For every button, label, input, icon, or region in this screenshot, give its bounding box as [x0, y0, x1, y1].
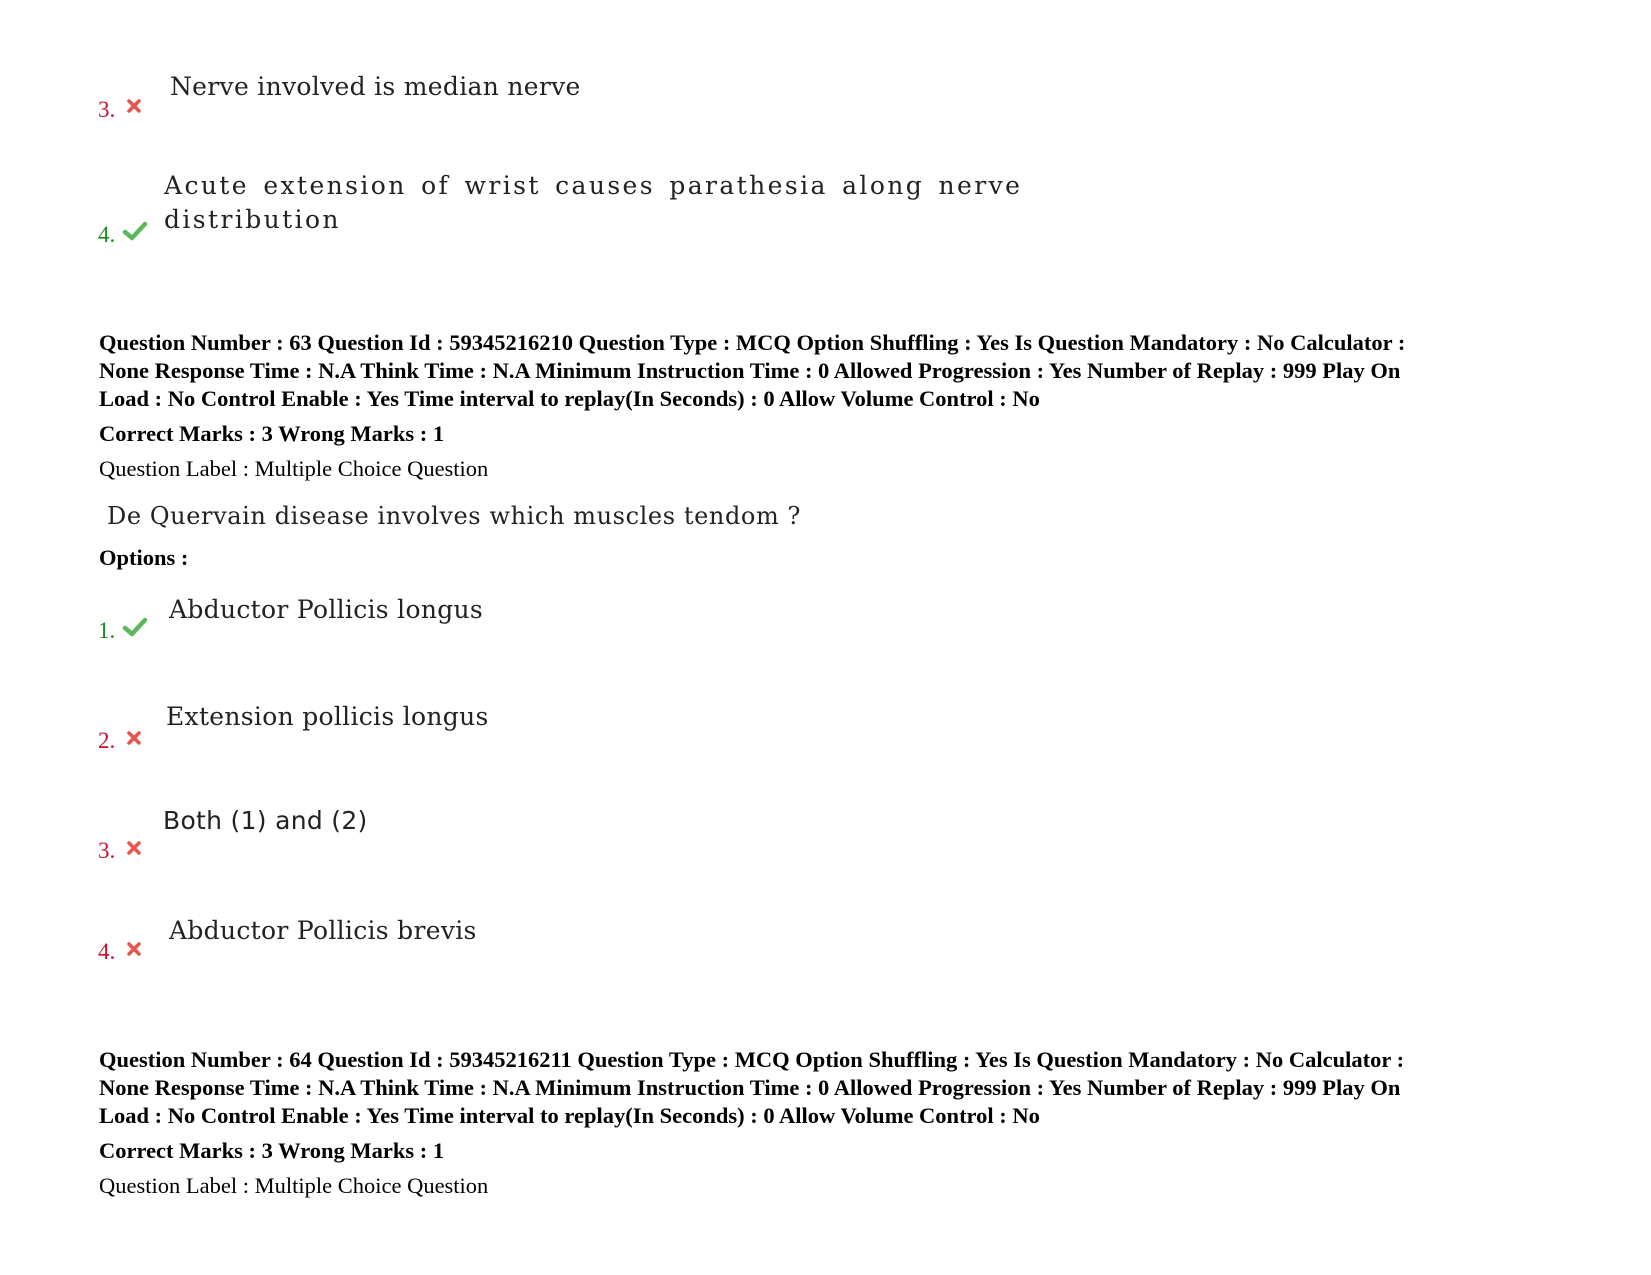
- option-text: Abductor Pollicis brevis: [169, 916, 477, 945]
- marks-info: Correct Marks : 3 Wrong Marks : 1: [99, 421, 445, 446]
- cross-icon: [126, 730, 142, 746]
- cross-icon: [126, 941, 142, 957]
- option-text-line: distribution: [164, 205, 341, 234]
- option-text: [164, 169, 1022, 237]
- question-meta: [99, 329, 1569, 413]
- question-label: Question Label : Multiple Choice Question: [99, 456, 489, 481]
- option-number: 4.: [98, 222, 116, 247]
- marks-info: Correct Marks : 3 Wrong Marks : 1: [99, 1138, 445, 1163]
- cross-icon: [126, 840, 142, 856]
- options-heading: Options :: [99, 545, 189, 570]
- question-text: De Quervain disease involves which muscles tendom ?: [107, 502, 802, 530]
- check-icon: [122, 220, 148, 242]
- meta-line: Question Number : 64 Question Id : 59345216211 Question Type : MCQ Option Shuffling : Yes Is Question Mandatory : No Calculator :: [99, 1047, 1405, 1072]
- question-label: Question Label : Multiple Choice Question: [99, 1173, 489, 1198]
- meta-line: None Response Time : N.A Think Time : N.A Minimum Instruction Time : 0 Allowed Progression : Yes Number of Replay : 999 Play On: [99, 1075, 1401, 1100]
- option-text: Extension pollicis longus: [166, 702, 489, 731]
- question-meta: [99, 1046, 1569, 1130]
- option-text: Both (1) and (2): [163, 806, 368, 835]
- option-number: 1.: [98, 618, 116, 643]
- meta-line: Load : No Control Enable : Yes Time interval to replay(In Seconds) : 0 Allow Volume Control : No: [99, 1103, 1040, 1128]
- option-text: Abductor Pollicis longus: [169, 595, 484, 624]
- check-icon: [122, 616, 148, 638]
- option-text: Nerve involved is median nerve: [170, 72, 581, 101]
- cross-icon: [126, 98, 142, 114]
- meta-line: Load : No Control Enable : Yes Time interval to replay(In Seconds) : 0 Allow Volume Control : No: [99, 386, 1040, 411]
- option-text-line: Acute extension of wrist causes parathesia along nerve: [164, 171, 1023, 200]
- option-number: 3.: [98, 838, 116, 863]
- meta-line: Question Number : 63 Question Id : 59345216210 Question Type : MCQ Option Shuffling : Yes Is Question Mandatory : No Calculator :: [99, 330, 1406, 355]
- meta-line: None Response Time : N.A Think Time : N.A Minimum Instruction Time : 0 Allowed Progression : Yes Number of Replay : 999 Play On: [99, 358, 1401, 383]
- option-number: 3.: [98, 97, 116, 122]
- option-number: 4.: [98, 939, 116, 964]
- option-number: 2.: [98, 728, 116, 753]
